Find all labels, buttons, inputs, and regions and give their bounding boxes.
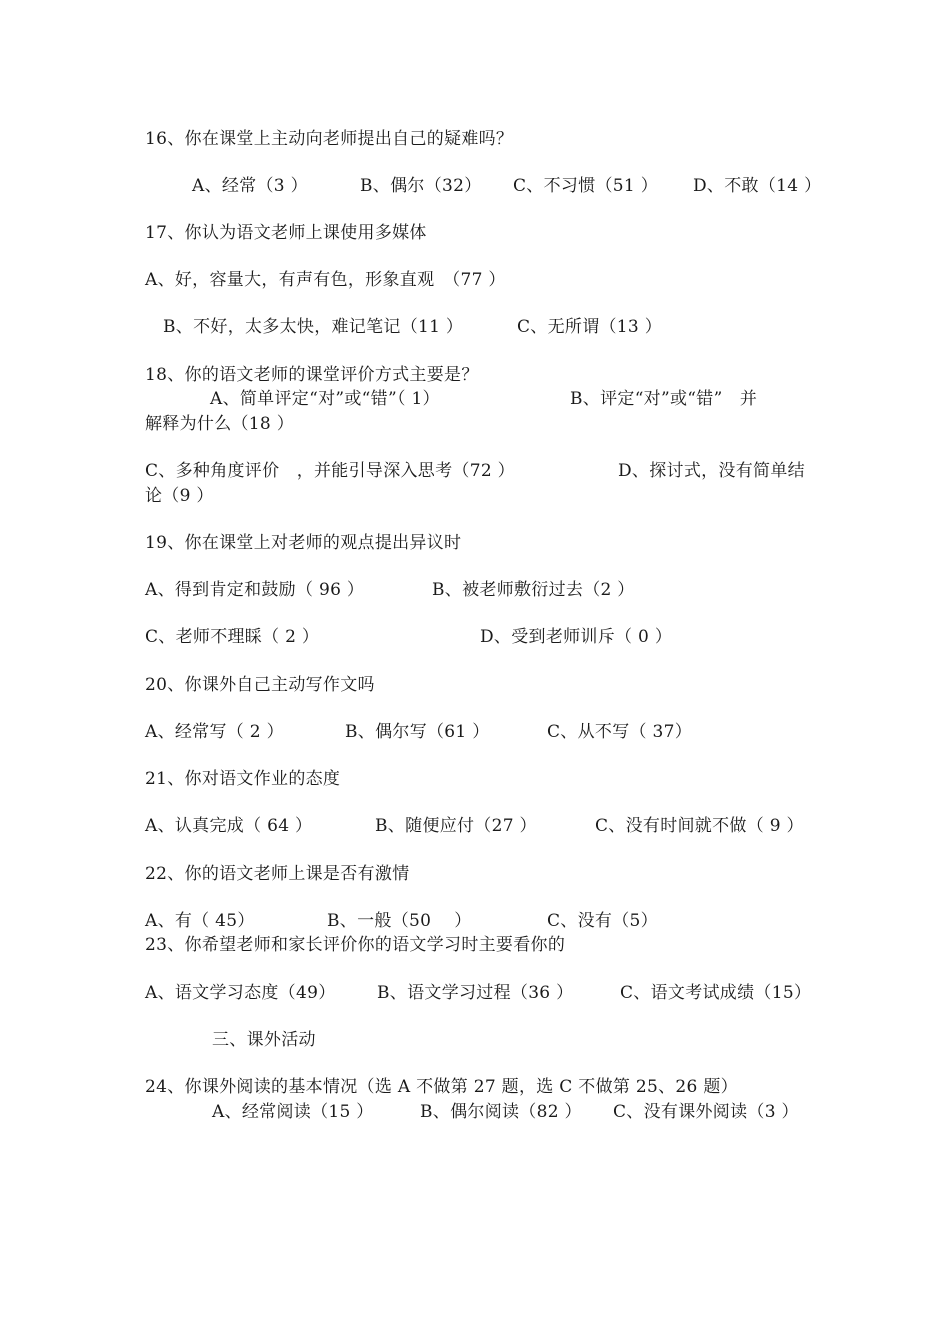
q16-option-c: C、不习惯（51 ） bbox=[513, 176, 659, 196]
q18-option-b-cont: 解释为什么（18 ） bbox=[145, 414, 295, 434]
q19-option-c: C、老师不理睬（ 2 ） bbox=[145, 627, 320, 647]
q18-option-a: A、简单评定“对”或“错”（ 1） bbox=[210, 389, 440, 409]
question-17: 17、你认为语文老师上课使用多媒体 bbox=[145, 223, 427, 243]
question-16: 16、你在课堂上主动向老师提出自己的疑难吗？ bbox=[145, 129, 514, 149]
q23-option-b: B、语文学习过程（36 ） bbox=[377, 983, 574, 1003]
q24-option-c: C、没有课外阅读（3 ） bbox=[613, 1102, 799, 1122]
q20-option-c: C、从不写（ 37） bbox=[547, 722, 693, 742]
question-22: 22、你的语文老师上课是否有激情 bbox=[145, 864, 410, 884]
q22-option-b: B、一般（50 ） bbox=[327, 911, 472, 931]
q18-option-c: C、多种角度评价 ，并能引导深入思考（72 ） bbox=[145, 461, 515, 481]
q20-option-b: B、偶尔写（61 ） bbox=[345, 722, 490, 742]
q23-option-c: C、语文考试成绩（15） bbox=[620, 983, 812, 1003]
q23-option-a: A、语文学习态度（49） bbox=[145, 983, 336, 1003]
q18-option-b: B、评定“对”或“错” 并 bbox=[570, 389, 758, 409]
q21-option-a: A、认真完成（ 64 ） bbox=[145, 816, 313, 836]
q18-option-d: D、探讨式，没有简单结 bbox=[618, 461, 805, 481]
q17-option-c: C、无所谓（13 ） bbox=[517, 317, 663, 337]
q17-option-b: B、不好，太多太快，难记笔记（11 ） bbox=[163, 317, 464, 337]
section-heading-activities: 三、课外活动 bbox=[212, 1030, 316, 1050]
question-18: 18、你的语文老师的课堂评价方式主要是？ bbox=[145, 365, 479, 385]
q16-option-b: B、偶尔（32） bbox=[360, 176, 482, 196]
q18-option-d-cont: 论（9 ） bbox=[145, 486, 214, 506]
q22-option-a: A、有（ 45） bbox=[145, 911, 255, 931]
q24-option-b: B、偶尔阅读（82 ） bbox=[420, 1102, 582, 1122]
q16-option-d: D、不敢（14 ） bbox=[693, 176, 822, 196]
question-21: 21、你对语文作业的态度 bbox=[145, 769, 341, 789]
question-23: 23、你希望老师和家长评价你的语文学习时主要看你的 bbox=[145, 935, 566, 955]
q16-option-a: A、经常（3 ） bbox=[192, 176, 308, 196]
q21-option-b: B、随便应付（27 ） bbox=[375, 816, 537, 836]
question-24: 24、你课外阅读的基本情况（选 A 不做第 27 题，选 C 不做第 25、26 题） bbox=[145, 1077, 738, 1097]
question-19: 19、你在课堂上对老师的观点提出异议时 bbox=[145, 533, 462, 553]
q20-option-a: A、经常写（ 2 ） bbox=[145, 722, 284, 742]
q19-option-d: D、受到老师训斥（ 0 ） bbox=[480, 627, 673, 647]
q17-option-a: A、好，容量大，有声有色，形象直观 （77 ） bbox=[145, 270, 506, 290]
q19-option-b: B、被老师敷衍过去（2 ） bbox=[432, 580, 635, 600]
q24-option-a: A、经常阅读（15 ） bbox=[212, 1102, 374, 1122]
q21-option-c: C、没有时间就不做（ 9 ） bbox=[595, 816, 804, 836]
q22-option-c: C、没有（5） bbox=[547, 911, 658, 931]
question-20: 20、你课外自己主动写作文吗 bbox=[145, 675, 375, 695]
q19-option-a: A、得到肯定和鼓励（ 96 ） bbox=[145, 580, 365, 600]
